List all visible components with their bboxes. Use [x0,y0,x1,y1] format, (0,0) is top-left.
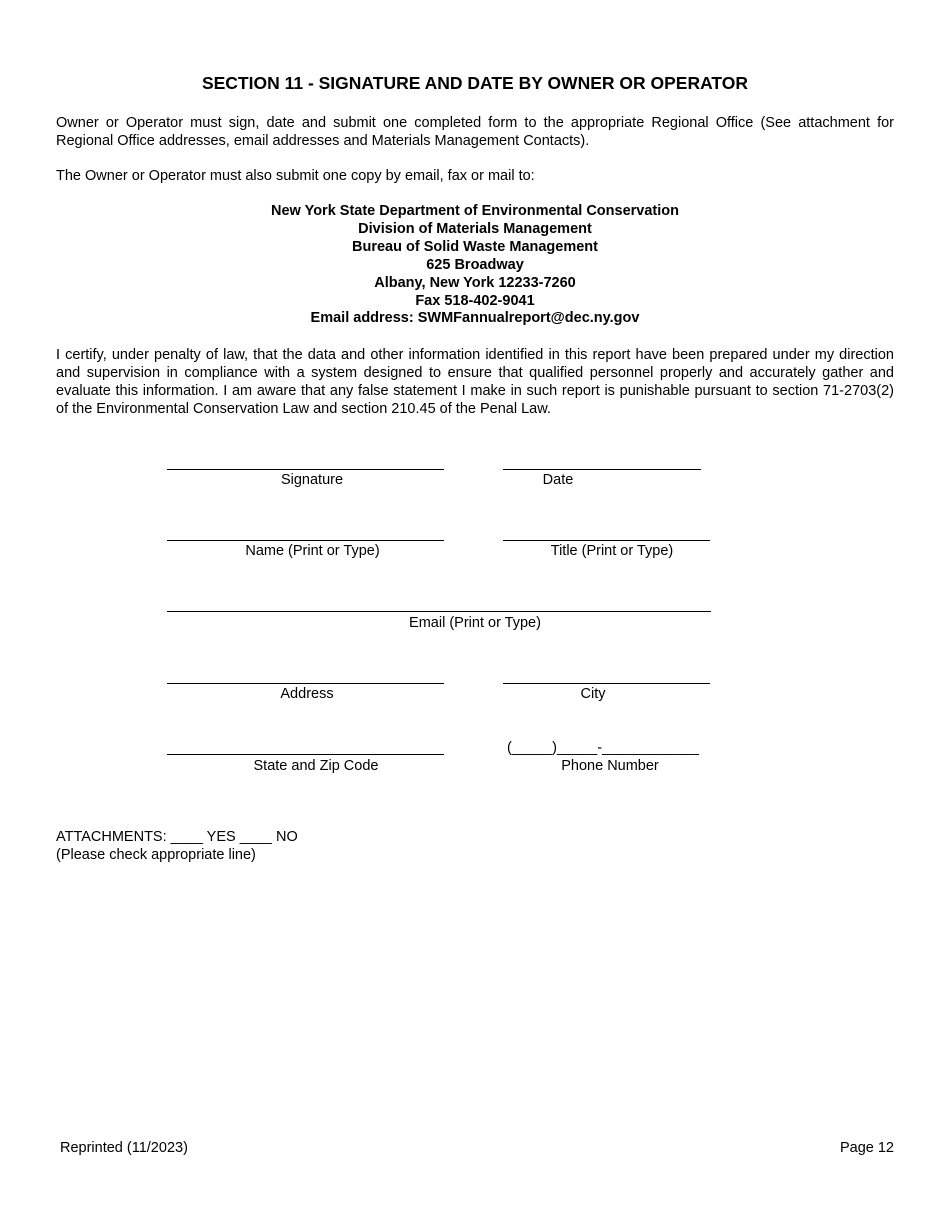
email-label: Email (Print or Type) [409,615,541,631]
address-field-line[interactable] [167,683,444,684]
state-zip-label: State and Zip Code [253,758,379,774]
signature-label: Signature [280,472,344,488]
address-line-division: Division of Materials Management [358,220,592,237]
attachments-note: (Please check appropriate line) [56,847,256,863]
attachments-section [56,828,298,864]
certification-paragraph: I certify, under penalty of law, that the data and other information identified in this report have been prepared under my direction and supervision in compliance with a system designed to ensure that qualified personnel properly and accurately gather and evaluate this information. I am aware that any false statement I make in such report is punishable pursuant to section 71-2703(2) of the Environmental Conservation Law and section 210.45 of the Penal Law. [56,347,894,417]
address-line-bureau: Bureau of Solid Waste Management [352,238,598,255]
instructions-paragraph: Owner or Operator must sign, date and submit one completed form to the appropriate Regional Office (See attachment for Regional Office addresses, email addresses and Materials Management Contacts). [56,115,894,149]
phone-label: Phone Number [561,758,659,774]
name-label: Name (Print or Type) [245,543,380,559]
address-line-email: Email address: SWMFannualreport@dec.ny.gov [310,310,640,327]
page-number: Page 12 [839,1140,894,1156]
address-line-street: 625 Broadway [426,256,524,273]
address-label: Address [280,686,334,702]
mailing-address-block [0,203,950,328]
state-zip-field-line[interactable] [167,754,444,755]
city-field-line[interactable] [503,683,710,684]
reprint-date: Reprinted (11/2023) [60,1140,188,1156]
title-field-line[interactable] [503,540,710,541]
address-line-fax: Fax 518-402-9041 [415,292,535,309]
page-title: SECTION 11 - SIGNATURE AND DATE BY OWNER OR OPERATOR [201,73,749,93]
email-field-line[interactable] [167,611,711,612]
address-line-city: Albany, New York 12233-7260 [374,274,576,291]
copy-notice-paragraph: The Owner or Operator must also submit one copy by email, fax or mail to: [56,168,535,184]
name-field-line[interactable] [167,540,444,541]
city-label: City [580,686,606,702]
phone-field[interactable]: (_____)_____-____________ [507,740,699,756]
signature-field-line[interactable] [167,469,444,470]
date-field-line[interactable] [503,469,701,470]
attachments-choice[interactable]: ATTACHMENTS: ____ YES ____ NO [56,829,298,845]
address-line-agency: New York State Department of Environmental Conservation [271,203,679,219]
date-label: Date [542,472,574,488]
title-label: Title (Print or Type) [550,543,674,559]
